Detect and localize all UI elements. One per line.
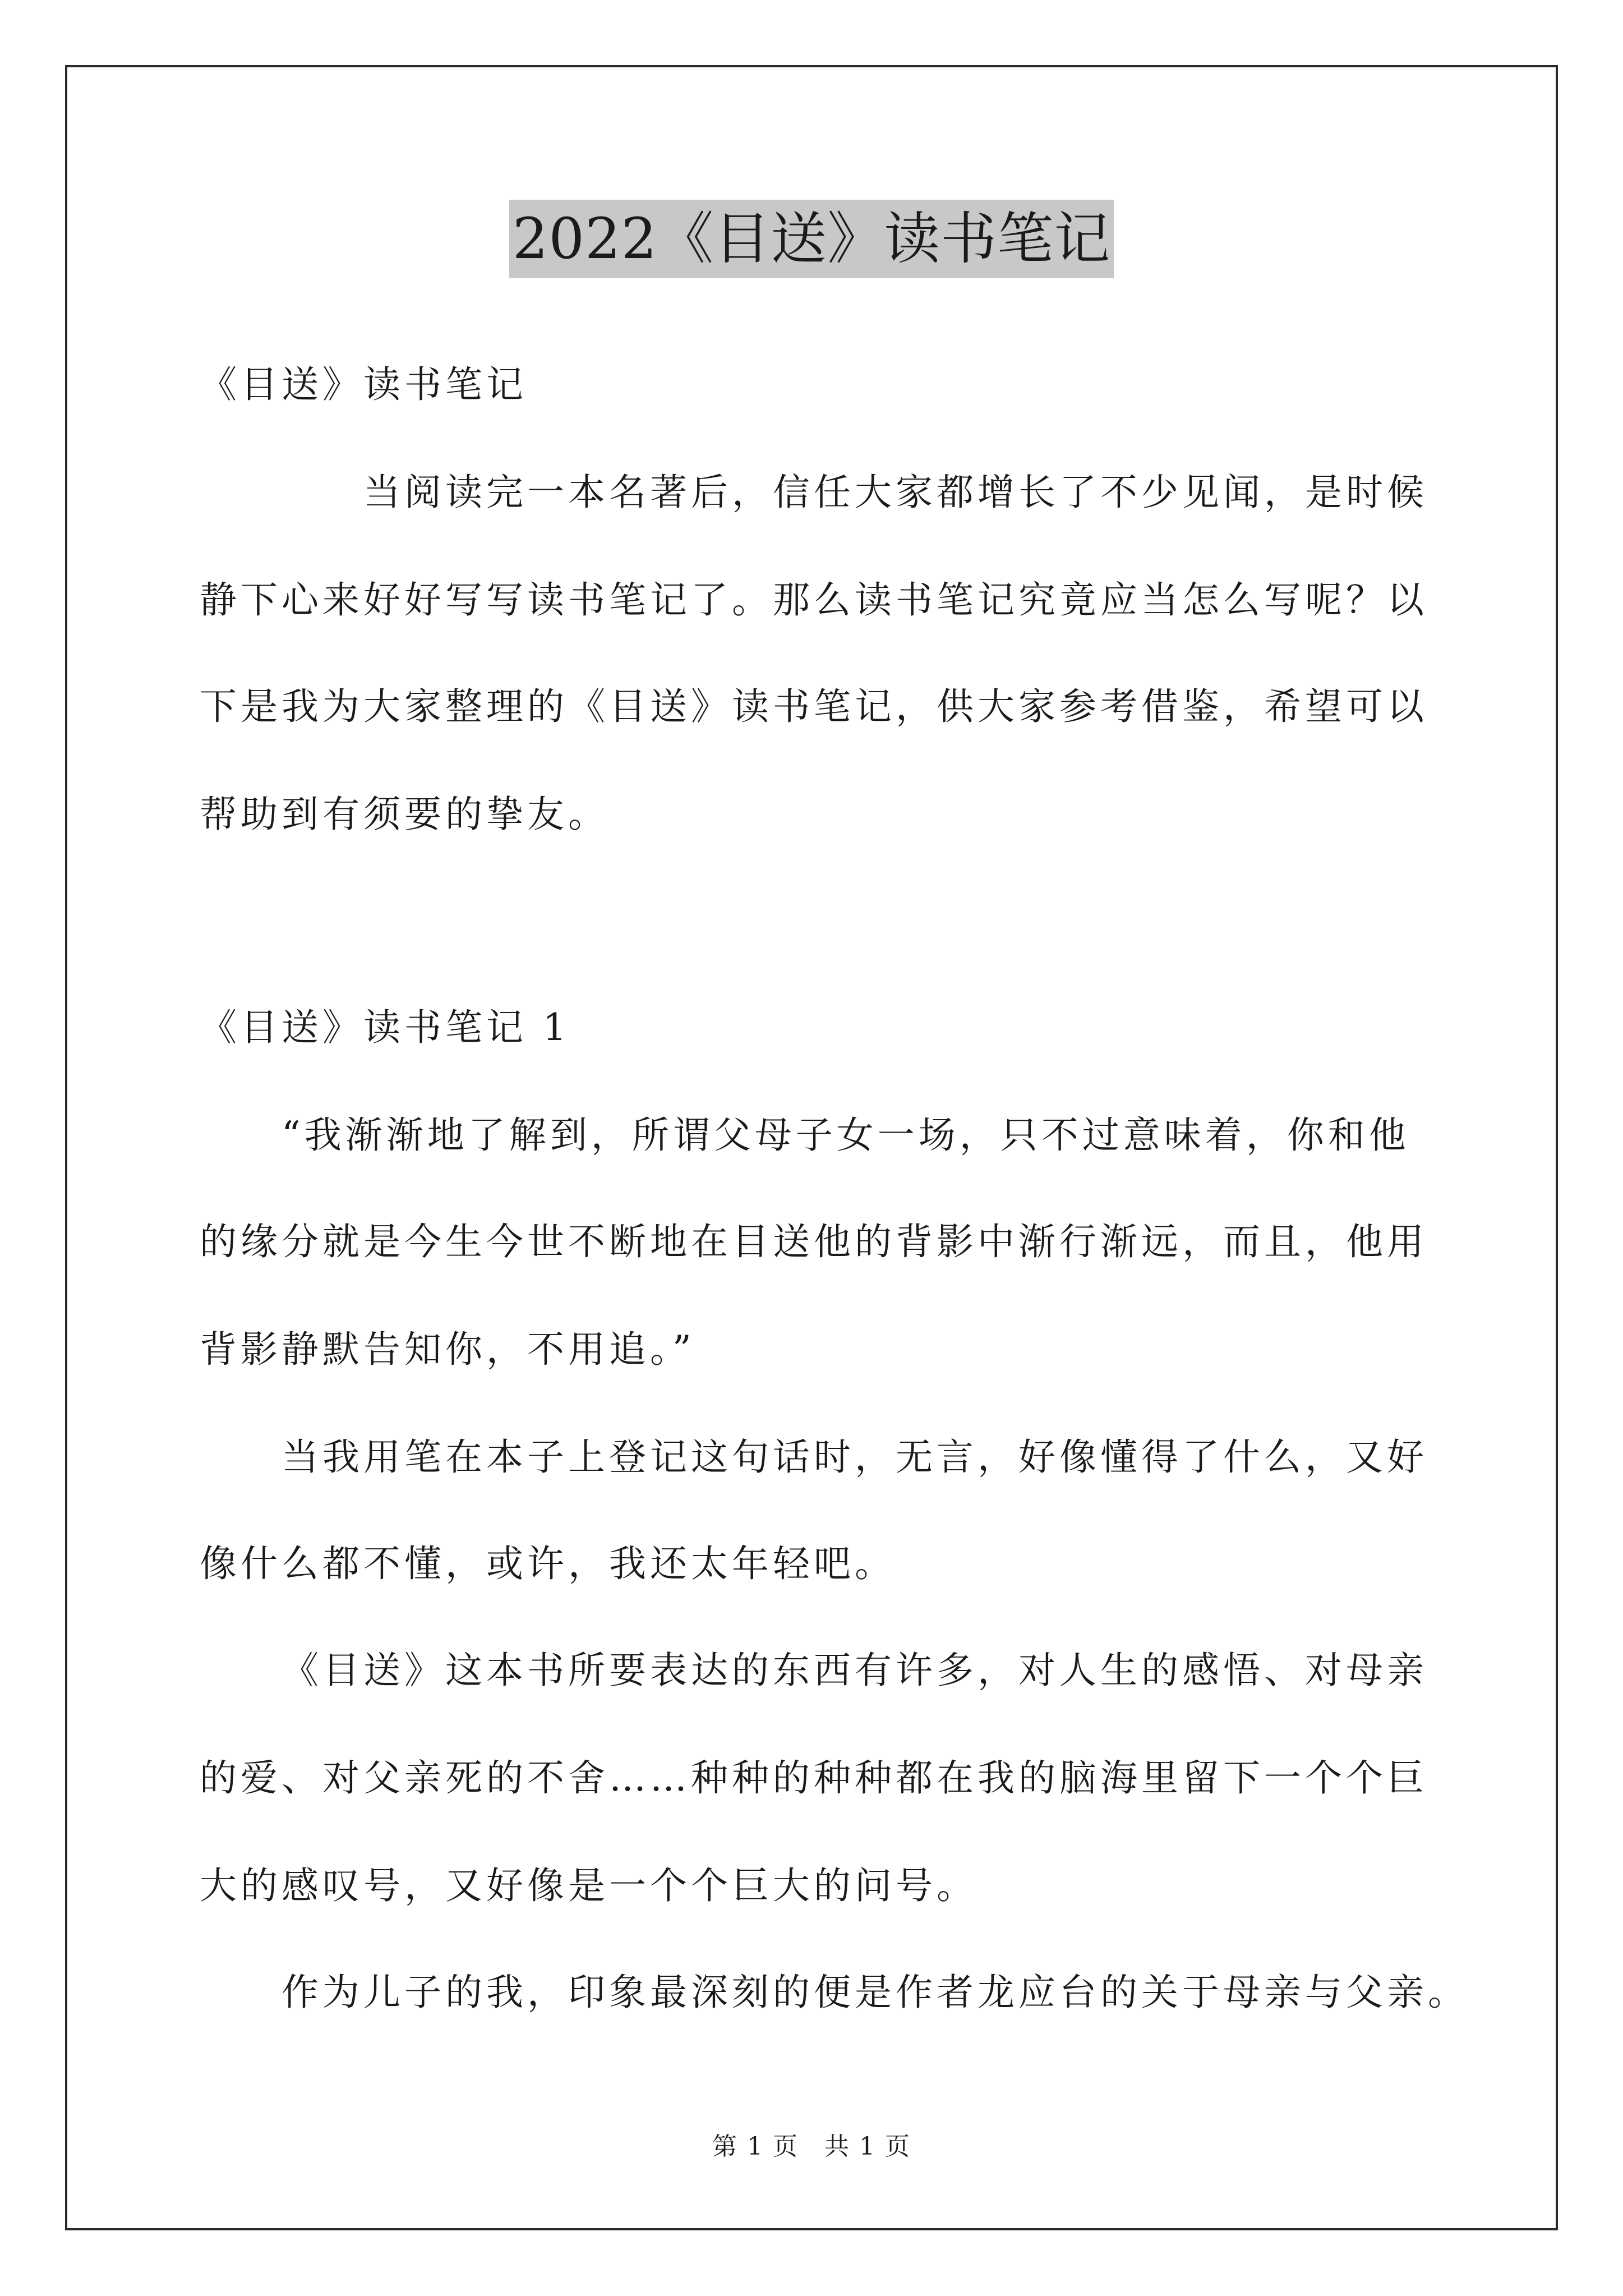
document-title: 2022《目送》读书笔记 <box>509 200 1114 278</box>
section-heading-1: 《目送》读书笔记 1 <box>200 1006 570 1049</box>
page-footer: 第 1 页 共 1 页 <box>712 2132 911 2161</box>
paragraph-3-line-1: 《目送》这本书所要表达的东西有许多，对人生的感悟、对母亲 <box>282 1649 1428 1692</box>
intro-line-3: 下是我为大家整理的《目送》读书笔记，供大家参考借鉴，希望可以 <box>200 685 1428 728</box>
paragraph-3-line-2: 的爱、对父亲死的不舍……种种的种种都在我的脑海里留下一个个巨 <box>200 1756 1428 1800</box>
intro-line-1: 当阅读完一本名著后，信任大家都增长了不少见闻，是时候 <box>363 471 1428 514</box>
paragraph-4-line-1: 作为儿子的我，印象最深刻的便是作者龙应台的关于母亲与父亲。 <box>282 1971 1469 2014</box>
quote-line-2: 的缘分就是今生今世不断地在目送他的背影中渐行渐远，而且，他用 <box>200 1220 1428 1263</box>
intro-line-2: 静下心来好好写写读书笔记了。那么读书笔记究竟应当怎么写呢？以 <box>200 578 1428 622</box>
paragraph-3-line-3: 大的感叹号，又好像是一个个巨大的问号。 <box>200 1864 978 1907</box>
subtitle: 《目送》读书笔记 <box>200 363 527 406</box>
quote-line-3: 背影静默告知你，不用追。” <box>200 1328 695 1371</box>
quote-line-1: “我渐渐地了解到，所谓父母子女一场，只不过意味着，你和他 <box>282 1114 1410 1157</box>
paragraph-2-line-2: 像什么都不懂，或许，我还太年轻吧。 <box>200 1542 896 1585</box>
title-container <box>0 200 1623 278</box>
paragraph-2-line-1: 当我用笔在本子上登记这句话时，无言，好像懂得了什么，又好 <box>282 1435 1428 1479</box>
intro-line-4: 帮助到有须要的挚友。 <box>200 793 609 836</box>
